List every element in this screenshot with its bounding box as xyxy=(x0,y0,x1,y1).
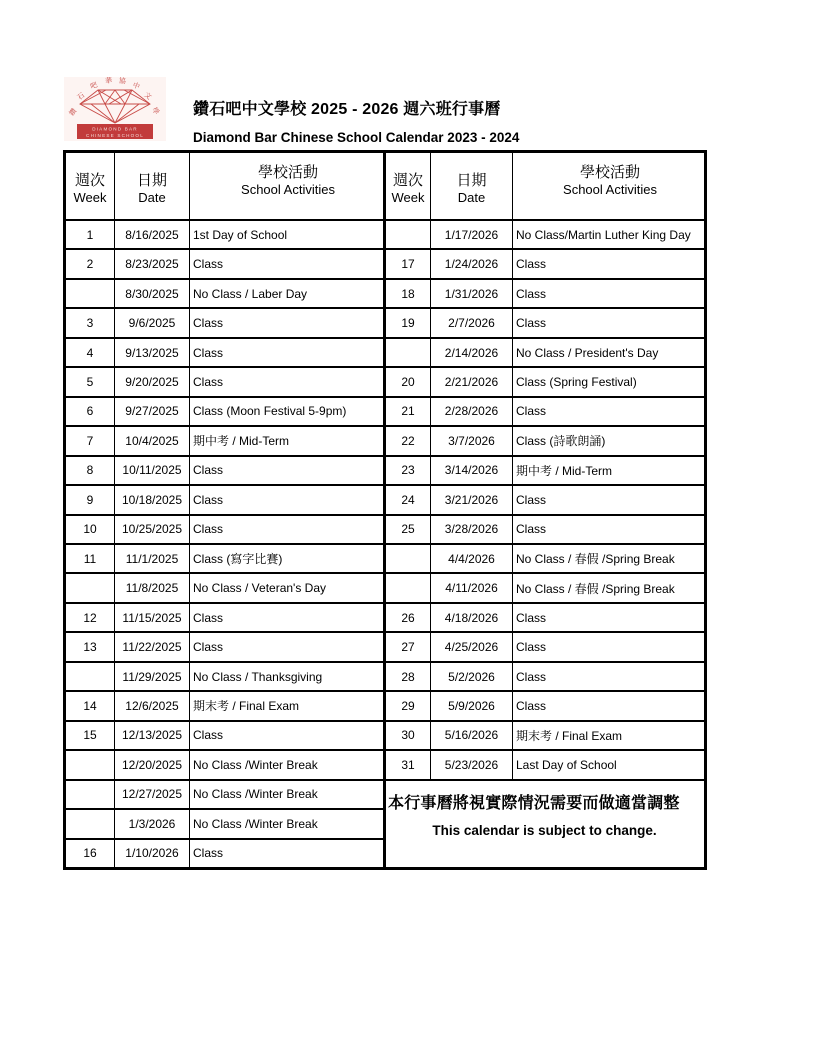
table-row xyxy=(386,366,704,395)
table-row xyxy=(66,307,383,336)
week-cell: 21 xyxy=(386,398,431,425)
activity-cell: No Class/Martin Luther King Day xyxy=(516,227,691,242)
week-cell: 9 xyxy=(66,486,115,513)
activity-cell: Class xyxy=(516,286,547,301)
week-cell: 10 xyxy=(66,516,115,543)
week-cell: 26 xyxy=(386,604,431,631)
activity-cell: Class xyxy=(516,698,547,713)
date-cell: 10/18/2025 xyxy=(115,486,190,513)
week-cell: 7 xyxy=(66,427,115,454)
date-cell: 1/17/2026 xyxy=(431,221,513,248)
week-cell: 25 xyxy=(386,516,431,543)
activity-cell: No Class / 春假 /Spring Break xyxy=(516,552,675,567)
activity-cell: Class xyxy=(193,728,224,743)
activity-cell: Class xyxy=(516,522,547,537)
week-cell: 11 xyxy=(66,545,115,572)
header-date-en: Date xyxy=(457,189,486,205)
date-cell: 5/9/2026 xyxy=(431,692,513,719)
activity-cell: Class xyxy=(193,610,224,625)
activity-cell: Class xyxy=(516,404,547,419)
table-row xyxy=(386,661,704,690)
date-cell: 12/13/2025 xyxy=(115,722,190,749)
table-row xyxy=(66,455,383,484)
activity-cell: Class xyxy=(193,345,224,360)
week-cell: 2 xyxy=(66,250,115,277)
header-week-en: Week xyxy=(73,189,107,205)
activity-cell: No Class / Veteran's Day xyxy=(193,581,327,596)
week-cell: 1 xyxy=(66,221,115,248)
activity-cell: Class xyxy=(193,492,224,507)
week-cell: 27 xyxy=(386,633,431,660)
week-cell: 13 xyxy=(66,633,115,660)
week-cell: 18 xyxy=(386,280,431,307)
table-row xyxy=(386,484,704,513)
date-cell: 3/14/2026 xyxy=(431,457,513,484)
activity-cell: 期中考 / Mid-Term xyxy=(193,434,290,449)
table-row xyxy=(386,219,704,248)
table-row xyxy=(66,278,383,307)
date-cell: 9/13/2025 xyxy=(115,339,190,366)
date-cell: 10/25/2025 xyxy=(115,516,190,543)
logo-banner-text xyxy=(86,127,144,139)
table-row xyxy=(66,838,383,867)
date-cell: 2/21/2026 xyxy=(431,368,513,395)
activity-cell: No Class /Winter Break xyxy=(193,816,318,831)
date-cell: 12/6/2025 xyxy=(115,692,190,719)
activity-cell: 期末考 / Final Exam xyxy=(516,728,623,743)
header-week-zh: 週次 xyxy=(74,171,105,189)
table-row xyxy=(386,631,704,660)
date-cell: 1/10/2026 xyxy=(115,840,190,867)
week-cell: 29 xyxy=(386,692,431,719)
table-row xyxy=(386,602,704,631)
activity-cell: Class xyxy=(516,640,547,655)
header-week-zh: 週次 xyxy=(392,171,423,189)
date-cell: 11/8/2025 xyxy=(115,574,190,601)
activity-cell: Class (詩歌朗誦) xyxy=(516,434,606,449)
table-row xyxy=(386,396,704,425)
table-row xyxy=(66,631,383,660)
activity-cell: Class xyxy=(193,846,224,861)
table-row xyxy=(386,278,704,307)
week-cell xyxy=(66,751,115,778)
header-activities xyxy=(190,153,383,219)
activity-cell: Class xyxy=(516,669,547,684)
activity-cell: Class xyxy=(516,610,547,625)
table-row xyxy=(66,396,383,425)
svg-text:中: 中 xyxy=(131,81,141,92)
date-cell: 5/2/2026 xyxy=(431,663,513,690)
table-row xyxy=(66,690,383,719)
activity-cell: No Class / 春假 /Spring Break xyxy=(516,581,675,596)
svg-text:協: 協 xyxy=(118,77,127,86)
table-row xyxy=(66,720,383,749)
activity-cell: Class (Spring Festival) xyxy=(516,374,637,389)
week-cell xyxy=(386,221,431,248)
date-cell: 11/1/2025 xyxy=(115,545,190,572)
header-date xyxy=(431,153,513,219)
date-cell: 4/25/2026 xyxy=(431,633,513,660)
table-row xyxy=(66,219,383,248)
week-cell xyxy=(386,545,431,572)
date-cell: 1/24/2026 xyxy=(431,250,513,277)
school-logo xyxy=(64,77,166,141)
date-cell: 12/27/2025 xyxy=(115,781,190,808)
activity-cell: Class xyxy=(193,316,224,331)
header-date-zh: 日期 xyxy=(136,171,167,189)
calendar-right-half xyxy=(386,153,704,867)
activity-cell: Last Day of School xyxy=(516,757,617,772)
table-row xyxy=(66,248,383,277)
table-row xyxy=(66,661,383,690)
week-cell: 20 xyxy=(386,368,431,395)
activity-cell: No Class / President's Day xyxy=(516,345,659,360)
note-english: This calendar is subject to change. xyxy=(432,822,657,838)
table-row xyxy=(386,455,704,484)
date-cell: 2/28/2026 xyxy=(431,398,513,425)
table-row xyxy=(66,749,383,778)
svg-text:DIAMOND BAR: DIAMOND BAR xyxy=(92,126,138,132)
table-row xyxy=(386,690,704,719)
week-cell: 8 xyxy=(66,457,115,484)
week-cell: 15 xyxy=(66,722,115,749)
header-date-en: Date xyxy=(138,189,166,205)
table-row xyxy=(386,720,704,749)
header-date xyxy=(115,153,190,219)
date-cell: 8/30/2025 xyxy=(115,280,190,307)
table-row xyxy=(386,749,704,778)
week-cell xyxy=(66,280,115,307)
table-row xyxy=(66,572,383,601)
table-header-right xyxy=(386,153,704,219)
table-row xyxy=(66,514,383,543)
date-cell: 9/6/2025 xyxy=(115,309,190,336)
date-cell: 10/11/2025 xyxy=(115,457,190,484)
week-cell: 24 xyxy=(386,486,431,513)
date-cell: 3/28/2026 xyxy=(431,516,513,543)
activity-cell: No Class /Winter Break xyxy=(193,787,318,802)
date-cell: 11/29/2025 xyxy=(115,663,190,690)
title-block xyxy=(193,96,519,145)
week-cell: 3 xyxy=(66,309,115,336)
date-cell: 10/4/2025 xyxy=(115,427,190,454)
date-cell: 3/7/2026 xyxy=(431,427,513,454)
table-row xyxy=(66,484,383,513)
activity-cell: No Class / Laber Day xyxy=(193,286,308,301)
header-date-zh: 日期 xyxy=(456,171,487,189)
activity-cell: Class xyxy=(516,316,547,331)
week-cell: 16 xyxy=(66,840,115,867)
week-cell: 28 xyxy=(386,663,431,690)
table-row xyxy=(386,572,704,601)
date-cell: 9/20/2025 xyxy=(115,368,190,395)
table-row xyxy=(66,808,383,837)
week-cell xyxy=(66,810,115,837)
date-cell: 3/21/2026 xyxy=(431,486,513,513)
date-cell: 8/23/2025 xyxy=(115,250,190,277)
week-cell xyxy=(386,339,431,366)
week-cell: 30 xyxy=(386,722,431,749)
activity-cell: Class xyxy=(516,492,547,507)
activity-cell: 期末考 / Final Exam xyxy=(193,699,300,714)
week-cell: 12 xyxy=(66,604,115,631)
date-cell: 9/27/2025 xyxy=(115,398,190,425)
date-cell: 12/20/2025 xyxy=(115,751,190,778)
week-cell: 22 xyxy=(386,427,431,454)
date-cell: 11/22/2025 xyxy=(115,633,190,660)
table-row xyxy=(66,602,383,631)
activity-cell: No Class /Winter Break xyxy=(193,757,318,772)
svg-text:學: 學 xyxy=(150,105,161,117)
svg-text:鑽: 鑽 xyxy=(67,107,79,118)
week-cell xyxy=(386,574,431,601)
date-cell: 8/16/2025 xyxy=(115,221,190,248)
activity-cell: Class xyxy=(193,374,224,389)
week-cell: 17 xyxy=(386,250,431,277)
week-cell: 6 xyxy=(66,398,115,425)
header-activities-zh: 學校活動 xyxy=(257,164,318,181)
date-cell: 2/7/2026 xyxy=(431,309,513,336)
activity-cell: Class (寫字比賽) xyxy=(193,552,283,567)
date-cell: 2/14/2026 xyxy=(431,339,513,366)
week-cell: 5 xyxy=(66,368,115,395)
week-cell: 31 xyxy=(386,751,431,778)
table-row xyxy=(386,543,704,572)
date-cell: 1/31/2026 xyxy=(431,280,513,307)
table-row xyxy=(386,514,704,543)
activity-cell: Class xyxy=(516,257,547,272)
activity-cell: No Class / Thanksgiving xyxy=(193,669,323,684)
activity-cell: Class (Moon Festival 5-9pm) xyxy=(193,404,347,419)
date-cell: 4/18/2026 xyxy=(431,604,513,631)
week-cell: 14 xyxy=(66,692,115,719)
date-cell: 11/15/2025 xyxy=(115,604,190,631)
table-row xyxy=(386,307,704,336)
activity-cell: 期中考 / Mid-Term xyxy=(516,463,613,478)
activity-cell: Class xyxy=(193,257,224,272)
note-box xyxy=(386,779,704,867)
svg-text:CHINESE SCHOOL: CHINESE SCHOOL xyxy=(86,133,144,138)
calendar-left-half xyxy=(66,153,386,867)
date-cell: 4/11/2026 xyxy=(431,574,513,601)
activity-cell: Class xyxy=(193,463,224,478)
week-cell: 23 xyxy=(386,457,431,484)
week-cell xyxy=(66,781,115,808)
activity-cell: 1st Day of School xyxy=(193,227,288,242)
page-title-chinese: 鑽石吧中文學校 2025 - 2026 週六班行事曆 xyxy=(193,101,501,118)
activity-cell: Class xyxy=(193,640,224,655)
svg-text:石: 石 xyxy=(75,91,87,102)
week-cell: 4 xyxy=(66,339,115,366)
week-cell xyxy=(66,663,115,690)
table-row xyxy=(66,543,383,572)
page-title-english: Diamond Bar Chinese School Calendar 2023 - 2024 xyxy=(193,130,520,145)
svg-text:華: 華 xyxy=(104,77,113,86)
date-cell: 5/23/2026 xyxy=(431,751,513,778)
date-cell: 4/4/2026 xyxy=(431,545,513,572)
week-cell: 19 xyxy=(386,309,431,336)
table-row xyxy=(386,425,704,454)
table-row xyxy=(66,425,383,454)
table-row xyxy=(66,337,383,366)
date-cell: 1/3/2026 xyxy=(115,810,190,837)
header-activities xyxy=(513,153,704,219)
activity-cell: Class xyxy=(193,522,224,537)
table-header-left xyxy=(66,153,383,219)
diamond-logo-icon xyxy=(64,77,166,141)
header-activities-en: School Activities xyxy=(241,182,335,197)
table-row xyxy=(386,337,704,366)
svg-text:文: 文 xyxy=(142,90,153,102)
header-activities-en: School Activities xyxy=(563,182,657,197)
date-cell: 5/16/2026 xyxy=(431,722,513,749)
svg-text:吧: 吧 xyxy=(89,80,99,91)
table-row xyxy=(66,779,383,808)
table-row xyxy=(66,366,383,395)
note-chinese: 本行事曆將視實際情況需要而做適當調整 xyxy=(388,794,680,812)
header-week-en: Week xyxy=(391,189,425,205)
calendar-table xyxy=(63,150,707,870)
week-cell xyxy=(66,574,115,601)
table-row xyxy=(386,248,704,277)
header-week xyxy=(66,153,115,219)
header-activities-zh: 學校活動 xyxy=(579,164,640,181)
header-week xyxy=(386,153,431,219)
